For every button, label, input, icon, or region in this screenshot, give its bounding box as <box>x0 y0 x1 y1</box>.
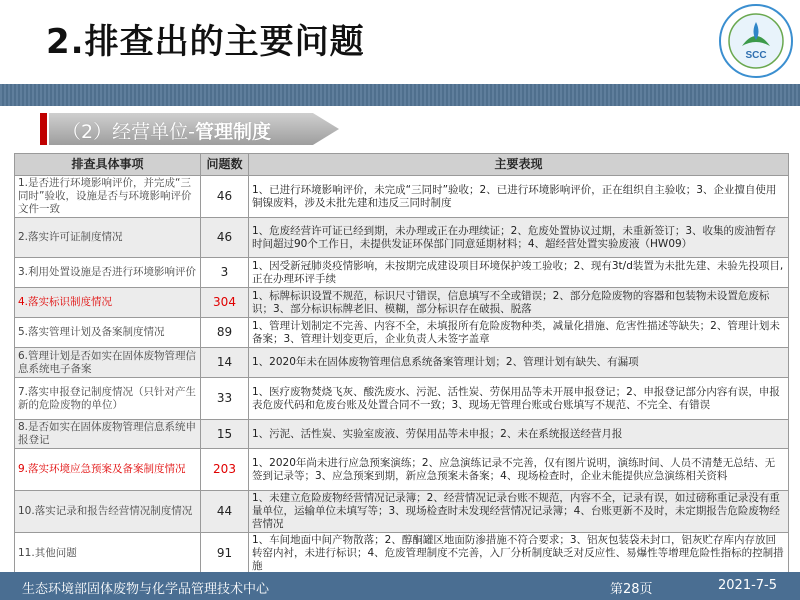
footer-page-number: 第28页 <box>610 582 653 597</box>
row-issue: 1、标牌标识设置不规范，标识尺寸错误，信息填写不全或错误；2、部分危险废物的容器和包装物未设置危废标识；3、部分标识标牌老旧、模糊，部分标识存在破损、脱落 <box>249 288 789 318</box>
row-count: 15 <box>201 420 249 449</box>
row-item: 8.是否如实在固体废物管理信息系统申报登记 <box>15 420 201 449</box>
row-count: 46 <box>201 218 249 258</box>
section-prefix: （2）经营单位- <box>62 121 195 143</box>
table-row <box>15 378 789 420</box>
row-count: 203 <box>201 449 249 491</box>
section-heading <box>40 113 340 145</box>
row-issue: 1、管理计划制定不完善、内容不全，未填报所有危险废物种类，减量化措施、危害性描述等缺失；2、管理计划未备案；3、管理计划变更后，企业负责人未签字盖章 <box>249 318 789 348</box>
header-item: 排查具体事项 <box>15 154 201 176</box>
row-issue: 1、医疗废物焚烧飞灰、酸洗废水、污泥、活性炭、劳保用品等未开展申报登记；2、申报登记部分内容有误，申报表危废代码和危废台账及处置合同不一致；3、现场无管理台账或台账填写不规范、不完全、有错误 <box>249 378 789 420</box>
row-item: 9.落实环境应急预案及备案制度情况 <box>15 449 201 491</box>
page-title: 2.排查出的主要问题 <box>46 22 365 62</box>
row-issue: 1、污泥、活性炭、实验室废液、劳保用品等未申报；2、未在系统报送经营月报 <box>249 420 789 449</box>
row-item: 5.落实管理计划及备案制度情况 <box>15 318 201 348</box>
footer-org: 生态环境部固体废物与化学品管理技术中心 <box>22 582 270 597</box>
row-issue: 1、2020年尚未进行应急预案演练；2、应急演练记录不完善，仅有图片说明，演练时间、人员不清楚无总结、无签到记录等；3、应急预案到期，新应急预案未备案；4、现场检查时，企业未能提供应急演练相关资料 <box>249 449 789 491</box>
row-item: 2.落实许可证制度情况 <box>15 218 201 258</box>
table-row <box>15 533 789 575</box>
row-count: 46 <box>201 176 249 218</box>
row-item: 11.其他问题 <box>15 533 201 575</box>
table-row <box>15 420 789 449</box>
row-item: 4.落实标识制度情况 <box>15 288 201 318</box>
issues-table <box>14 153 789 575</box>
section-accent-bar <box>40 113 47 145</box>
header-issue: 主要表现 <box>249 154 789 176</box>
row-count: 33 <box>201 378 249 420</box>
row-item: 7.落实申报登记制度情况（只针对产生新的危险废物的单位） <box>15 378 201 420</box>
row-count: 3 <box>201 258 249 288</box>
row-issue: 1、因受新冠肺炎疫情影响，未按期完成建设项目环境保护竣工验收；2、现有3t/d装置为未批先建、未验先投项目,正在办理环评手续 <box>249 258 789 288</box>
table-row <box>15 491 789 533</box>
table-row <box>15 288 789 318</box>
table-row <box>15 318 789 348</box>
table-row <box>15 176 789 218</box>
table-row <box>15 348 789 378</box>
row-count: 91 <box>201 533 249 575</box>
row-issue: 1、未建立危险废物经营情况记录簿；2、经营情况记录台账不规范，内容不全，记录有误，如过磅称重记录没有重量单位，运输单位未填写等；3、现场检查时未发现经营情况记录簿；4、台账更新不及时，未定期报告危险废物经营情况 <box>249 491 789 533</box>
row-count: 304 <box>201 288 249 318</box>
row-issue: 1、危废经营许可证已经到期，未办理或正在办理续证；2、危废处置协议过期，未重新签订；3、收集的废油暂存时间超过90个工作日，未提供发证环保部门同意延期材料；4、超经营处置实验废液（HW09） <box>249 218 789 258</box>
row-issue: 1、车间地面中间产物散落；2、醇酮罐区地面防渗措施不符合要求；3、铝灰包装袋未封口，铝灰贮存库内存放回转窑内衬，未进行标识；4、危废管理制度不完善，入厂分析制度缺乏对反应性、易爆性等增理危险性指标的控制措施 <box>249 533 789 575</box>
table-row <box>15 258 789 288</box>
header-band <box>0 84 800 106</box>
footer-date: 2021-7-5 <box>718 578 778 593</box>
row-count: 14 <box>201 348 249 378</box>
logo-text: SCC <box>745 50 767 61</box>
section-label <box>62 117 271 144</box>
row-item: 6.管理计划是否如实在固体废物管理信息系统电子备案 <box>15 348 201 378</box>
scc-logo <box>717 2 795 80</box>
section-bold: 管理制度 <box>194 121 271 143</box>
table-row <box>15 449 789 491</box>
row-issue: 1、2020年未在固体废物管理信息系统备案管理计划；2、管理计划有缺失、有漏项 <box>249 348 789 378</box>
header-count: 问题数 <box>201 154 249 176</box>
row-item: 3.利用处置设施是否进行环境影响评价 <box>15 258 201 288</box>
table-row <box>15 218 789 258</box>
table-header-row <box>15 154 789 176</box>
row-count: 44 <box>201 491 249 533</box>
row-issue: 1、已进行环境影响评价，未完成“三同时”验收；2、已进行环境影响评价，正在组织自主验收；3、企业擅自使用铜镍废料，涉及未批先建和违反三同时制度 <box>249 176 789 218</box>
row-item: 10.落实记录和报告经营情况制度情况 <box>15 491 201 533</box>
row-count: 89 <box>201 318 249 348</box>
footer-bar <box>0 572 800 600</box>
row-item: 1.是否进行环境影响评价，并完成“三同时”验收，设施是否与环境影响评价文件一致 <box>15 176 201 218</box>
